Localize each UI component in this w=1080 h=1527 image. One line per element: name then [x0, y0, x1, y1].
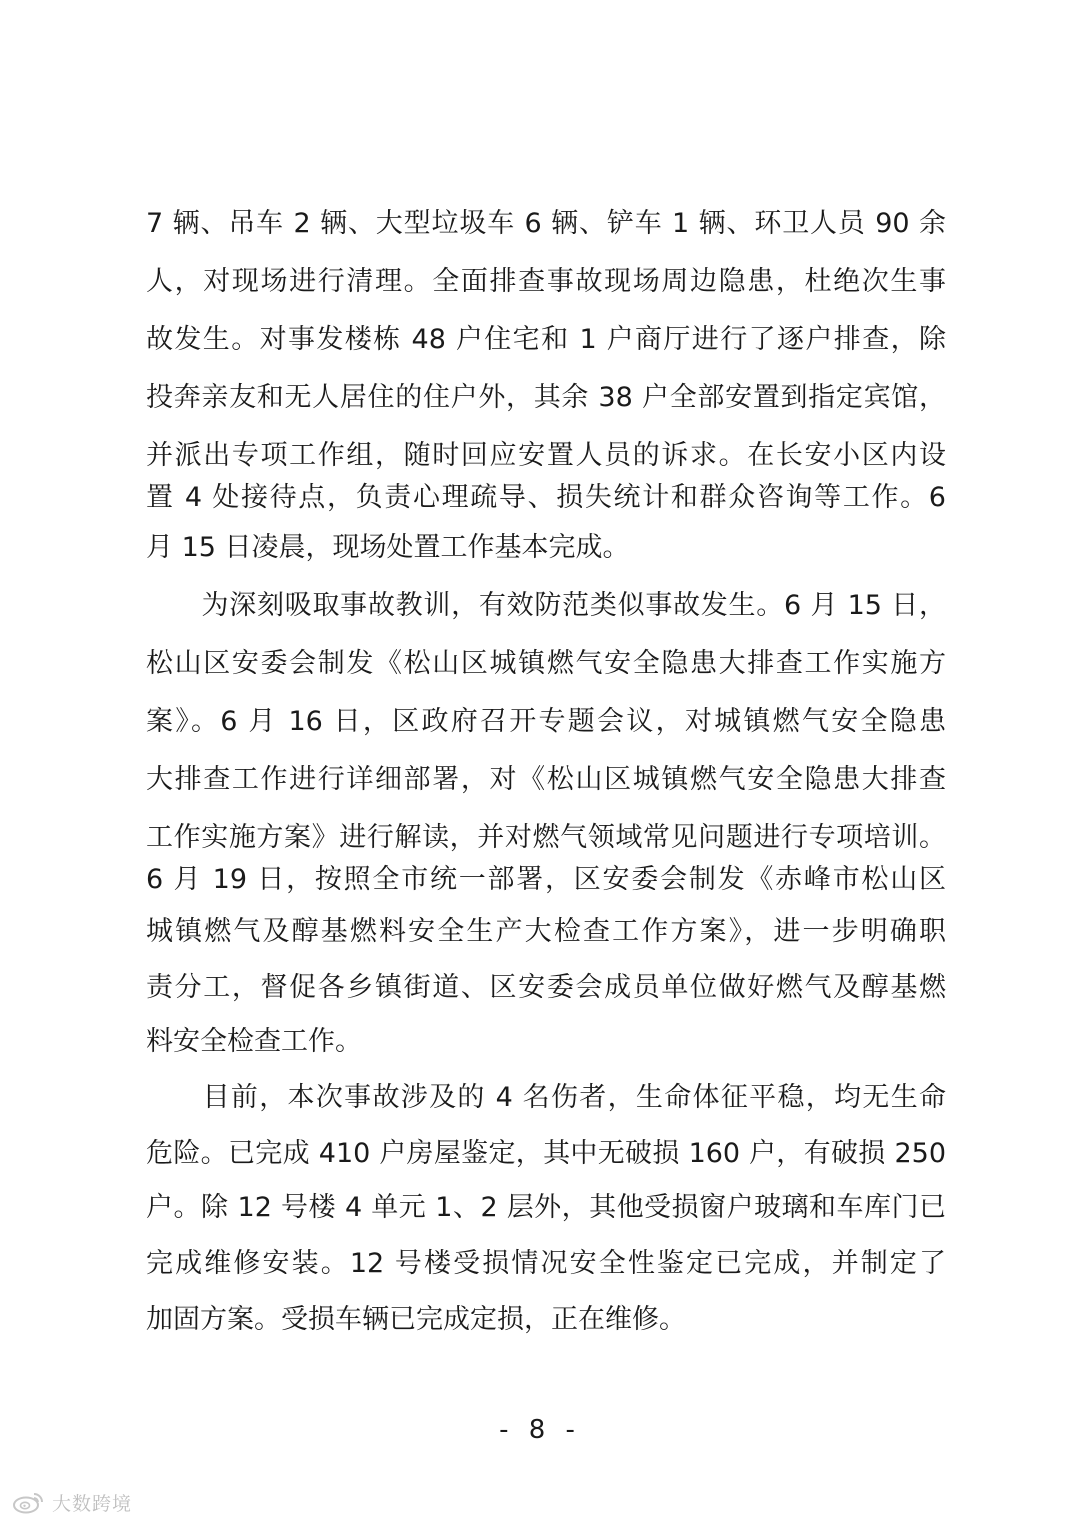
text-line: 7 辆、吊车 2 辆、大型垃圾车 6 辆、铲车 1 辆、环卫人员 90 余 — [146, 208, 946, 239]
text-line: 完成维修安装。12 号楼受损情况安全性鉴定已完成，并制定了 — [146, 1248, 946, 1279]
text-line: 置 4 处接待点，负责心理疏导、损失统计和群众咨询等工作。6 — [146, 482, 946, 513]
text-line: 为深刻吸取事故教训，有效防范类似事故发生。6 月 15 日， — [146, 590, 946, 621]
text-line: 人，对现场进行清理。全面排查事故现场周边隐患，杜绝次生事 — [146, 266, 946, 297]
text-line: 并派出专项工作组，随时回应安置人员的诉求。在长安小区内设 — [146, 440, 946, 471]
text-line: 故发生。对事发楼栋 48 户住宅和 1 户商厅进行了逐户排查，除 — [146, 324, 946, 355]
text-line: 案》。6 月 16 日，区政府召开专题会议，对城镇燃气安全隐患 — [146, 706, 946, 737]
text-line: 户。除 12 号楼 4 单元 1、2 层外，其他受损窗户玻璃和车库门已 — [146, 1192, 946, 1223]
text-line: 6 月 19 日，按照全市统一部署，区安委会制发《赤峰市松山区 — [146, 864, 946, 895]
text-line: 目前，本次事故涉及的 4 名伤者，生命体征平稳，均无生命 — [146, 1082, 946, 1113]
text-line: 城镇燃气及醇基燃料安全生产大检查工作方案》，进一步明确职 — [146, 916, 946, 947]
text-line: 工作实施方案》进行解读，并对燃气领域常见问题进行专项培训。 — [146, 822, 946, 853]
text-line: 责分工，督促各乡镇街道、区安委会成员单位做好燃气及醇基燃 — [146, 972, 946, 1003]
text-line: 月 15 日凌晨，现场处置工作基本完成。 — [146, 532, 630, 563]
text-line: 危险。已完成 410 户房屋鉴定，其中无破损 160 户，有破损 250 — [146, 1138, 946, 1169]
text-line: 加固方案。受损车辆已完成定损，正在维修。 — [146, 1304, 686, 1335]
text-line: 大排查工作进行详细部署，对《松山区城镇燃气安全隐患大排查 — [146, 764, 946, 795]
text-line: 松山区安委会制发《松山区城镇燃气安全隐患大排查工作实施方 — [146, 648, 946, 679]
page-number: - 8 - — [499, 1415, 581, 1445]
watermark-text: 大数跨境 — [52, 1492, 133, 1515]
weibo-logo-icon — [12, 1490, 46, 1514]
text-line: 投奔亲友和无人居住的住户外，其余 38 户全部安置到指定宾馆， — [146, 382, 946, 413]
text-line: 料安全检查工作。 — [146, 1026, 362, 1057]
watermark — [12, 1488, 132, 1516]
